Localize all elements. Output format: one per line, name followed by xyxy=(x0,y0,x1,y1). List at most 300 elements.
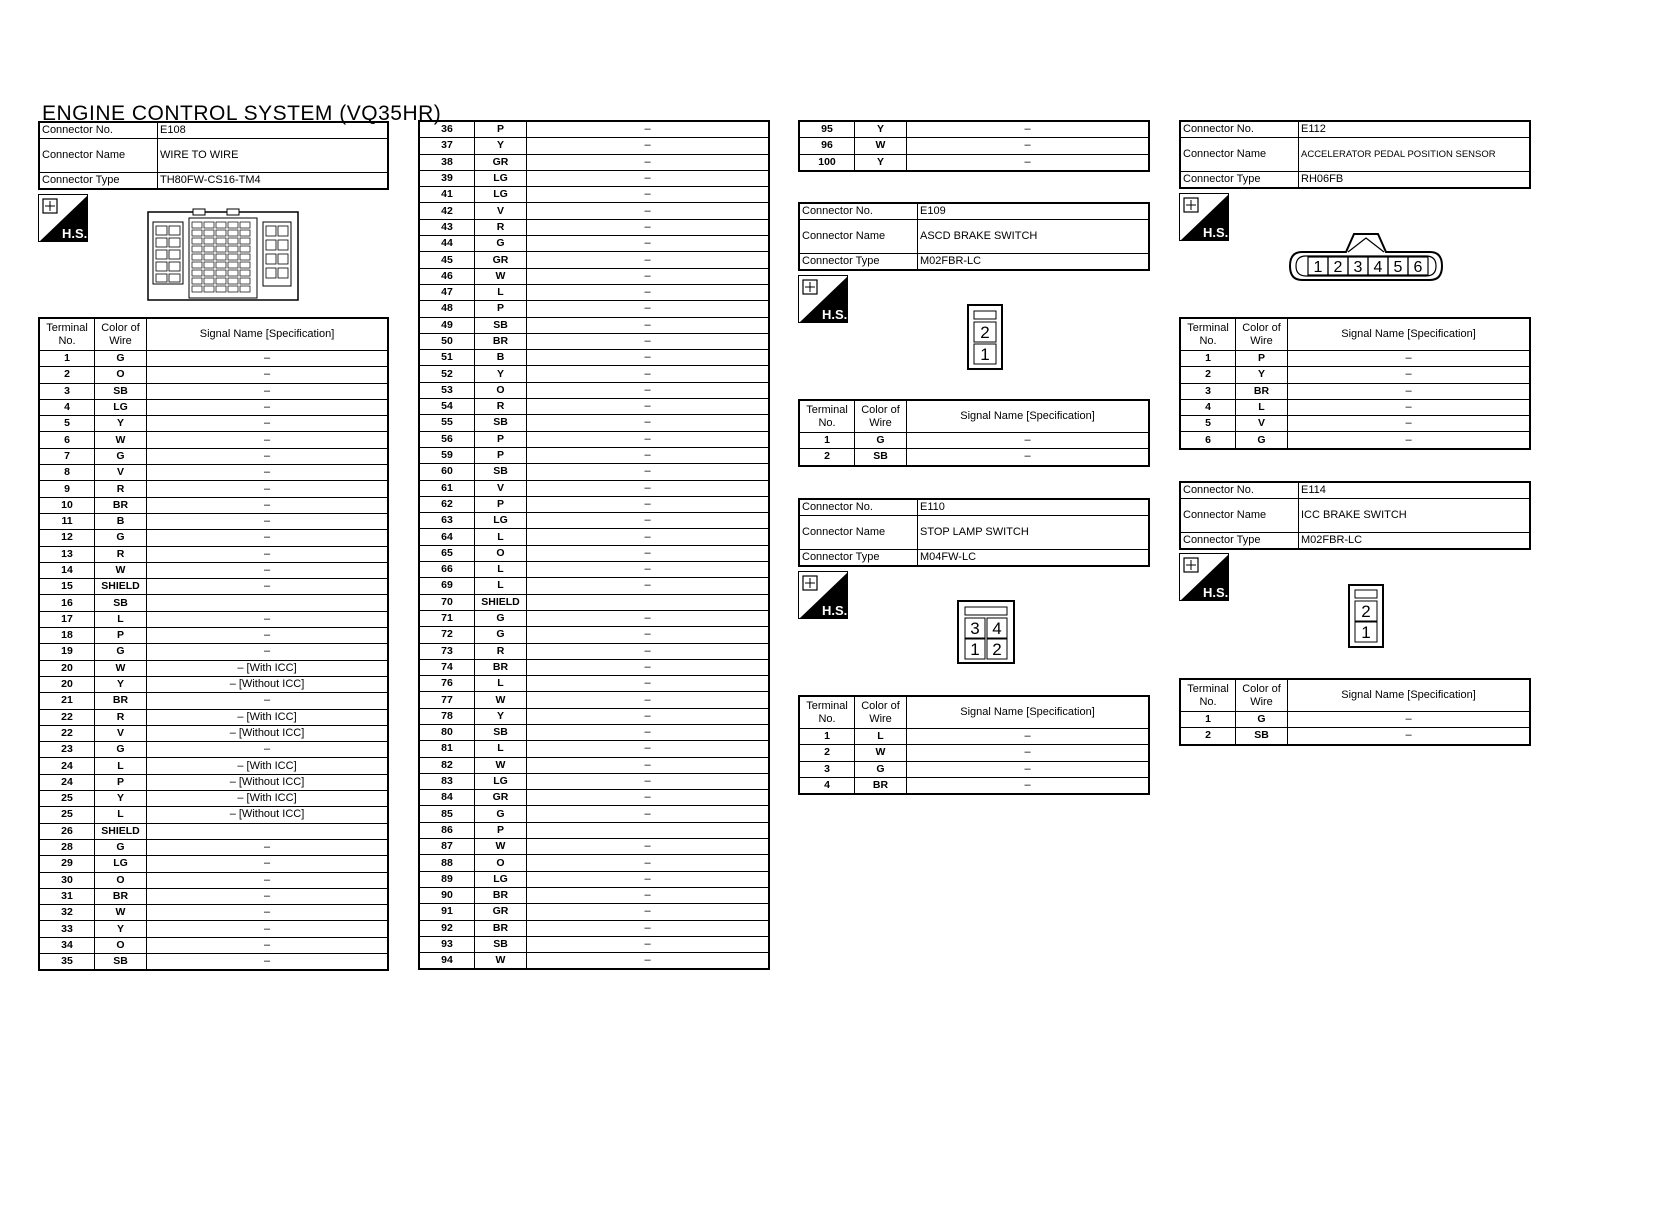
terminal-row xyxy=(39,791,388,807)
signal-name-cell: – xyxy=(527,268,770,284)
connector-no-label: Connector No. xyxy=(799,499,918,516)
wire-color-cell: LG xyxy=(95,856,147,872)
wire-color-cell: G xyxy=(855,761,907,777)
terminal-no-cell: 23 xyxy=(39,742,95,758)
terminal-no-cell: 6 xyxy=(1180,432,1236,449)
e108-terminal-table-3 xyxy=(798,120,1150,172)
terminal-row xyxy=(39,481,388,497)
terminal-row xyxy=(419,399,769,415)
wire-color-cell: R xyxy=(475,643,527,659)
terminal-row xyxy=(419,757,769,773)
signal-name-cell: – xyxy=(907,121,1150,138)
wire-color-cell: LG xyxy=(475,871,527,887)
terminal-no-cell: 96 xyxy=(799,138,855,154)
terminal-no-cell: 3 xyxy=(1180,383,1236,399)
terminal-no-cell: 5 xyxy=(1180,416,1236,432)
terminal-no-cell: 45 xyxy=(419,252,475,268)
signal-name-cell: – xyxy=(527,219,770,235)
signal-name-cell: – xyxy=(147,937,389,953)
signal-name-cell: – xyxy=(527,659,770,675)
terminal-row xyxy=(419,887,769,903)
wire-color-cell: LG xyxy=(475,170,527,186)
terminal-no-cell: 17 xyxy=(39,611,95,627)
signal-name-cell: – xyxy=(907,777,1150,794)
terminal-row xyxy=(419,790,769,806)
signal-name-cell: – xyxy=(527,415,770,431)
connector-name-value: ASCD BRAKE SWITCH xyxy=(918,220,1150,254)
terminal-row xyxy=(419,496,769,512)
signal-name-header: Signal Name [Specification] xyxy=(1288,318,1531,351)
e112-connector-face-diagram xyxy=(1288,228,1444,282)
terminal-no-cell: 92 xyxy=(419,920,475,936)
wire-color-cell: V xyxy=(1236,416,1288,432)
color-of-wire-header: Color of Wire xyxy=(855,400,907,433)
connector-name-label: Connector Name xyxy=(1180,138,1299,172)
terminal-row xyxy=(419,855,769,871)
terminal-row xyxy=(39,742,388,758)
wire-color-cell: W xyxy=(95,660,147,676)
wire-color-cell: L xyxy=(95,807,147,823)
terminal-row xyxy=(39,905,388,921)
wire-color-cell: GR xyxy=(475,252,527,268)
signal-name-cell: – xyxy=(907,433,1150,449)
pin-label: 1 xyxy=(980,345,990,364)
wire-color-cell: SB xyxy=(475,317,527,333)
signal-name-cell: – xyxy=(147,905,389,921)
wire-color-cell: SHIELD xyxy=(95,579,147,595)
terminal-no-cell: 6 xyxy=(39,432,95,448)
terminal-no-header: Terminal No. xyxy=(799,400,855,433)
wire-color-cell: G xyxy=(95,644,147,660)
terminal-row xyxy=(1180,432,1530,449)
signal-name-cell: – xyxy=(527,284,770,300)
signal-name-cell: – xyxy=(527,170,770,186)
signal-name-cell: – xyxy=(527,447,770,463)
e112-terminal-table xyxy=(1179,317,1531,450)
terminal-row xyxy=(419,121,769,138)
connector-type-label: Connector Type xyxy=(799,550,918,567)
terminal-row xyxy=(419,268,769,284)
terminal-no-cell: 88 xyxy=(419,855,475,871)
terminal-row xyxy=(419,904,769,920)
signal-name-cell: – xyxy=(527,741,770,757)
terminal-no-cell: 7 xyxy=(39,448,95,464)
signal-name-cell: – xyxy=(527,154,770,170)
terminal-row xyxy=(1180,383,1530,399)
signal-name-cell: – xyxy=(527,643,770,659)
wire-color-cell: BR xyxy=(95,693,147,709)
e108-terminal-table-2 xyxy=(418,120,770,970)
e112-info-box xyxy=(1179,120,1531,189)
wire-color-cell: Y xyxy=(475,366,527,382)
hs-badge-text: H.S. xyxy=(1203,585,1229,600)
terminal-no-header: Terminal No. xyxy=(39,318,95,351)
signal-name-cell: – xyxy=(147,644,389,660)
connector-no-label: Connector No. xyxy=(39,122,158,139)
terminal-no-cell: 2 xyxy=(39,367,95,383)
terminal-no-cell: 12 xyxy=(39,530,95,546)
terminal-row xyxy=(39,921,388,937)
terminal-no-cell: 33 xyxy=(39,921,95,937)
terminal-row xyxy=(39,595,388,611)
signal-name-cell: – xyxy=(527,676,770,692)
pin-label: 3 xyxy=(1353,259,1363,276)
terminal-row xyxy=(799,433,1149,449)
terminal-no-cell: 95 xyxy=(799,121,855,138)
terminal-no-cell: 25 xyxy=(39,807,95,823)
wire-color-cell: L xyxy=(475,529,527,545)
e110-terminal-table xyxy=(798,695,1150,795)
terminal-row xyxy=(39,953,388,970)
wire-color-cell: Y xyxy=(95,921,147,937)
signal-name-cell: – xyxy=(1288,399,1531,415)
wire-color-cell: SB xyxy=(95,953,147,970)
terminal-no-cell: 3 xyxy=(799,761,855,777)
wire-color-cell: L xyxy=(1236,399,1288,415)
wire-color-cell: G xyxy=(95,839,147,855)
e109-connector-face-diagram xyxy=(967,304,1003,370)
wire-color-cell: O xyxy=(95,937,147,953)
terminal-row xyxy=(419,350,769,366)
wire-color-cell: L xyxy=(95,758,147,774)
terminal-row xyxy=(419,219,769,235)
pin-label: 4 xyxy=(992,619,1002,638)
terminal-no-cell: 62 xyxy=(419,496,475,512)
connector-name-label: Connector Name xyxy=(799,516,918,550)
color-of-wire-header: Color of Wire xyxy=(1236,679,1288,712)
signal-name-cell: – xyxy=(907,761,1150,777)
terminal-no-cell: 24 xyxy=(39,758,95,774)
terminal-row xyxy=(799,777,1149,794)
signal-name-cell: – xyxy=(147,481,389,497)
wire-color-cell: V xyxy=(95,465,147,481)
terminal-row xyxy=(39,351,388,367)
terminal-no-cell: 73 xyxy=(419,643,475,659)
terminal-no-cell: 35 xyxy=(39,953,95,970)
signal-name-cell: – xyxy=(527,610,770,626)
connector-type-label: Connector Type xyxy=(39,173,158,190)
signal-name-cell: – xyxy=(147,351,389,367)
signal-name-header: Signal Name [Specification] xyxy=(147,318,389,351)
signal-name-cell: – xyxy=(147,562,389,578)
wire-color-cell: SB xyxy=(95,595,147,611)
signal-name-cell: – xyxy=(147,839,389,855)
signal-name-cell: – xyxy=(907,154,1150,171)
wire-color-cell: SB xyxy=(475,724,527,740)
hs-badge-text: H.S. xyxy=(822,603,848,618)
terminal-no-cell: 22 xyxy=(39,725,95,741)
wire-color-cell: SB xyxy=(1236,728,1288,745)
signal-name-cell: – xyxy=(1288,728,1531,745)
wire-color-cell: L xyxy=(95,611,147,627)
signal-name-cell: – xyxy=(527,724,770,740)
pin-label: 1 xyxy=(1313,259,1323,276)
connector-type-label: Connector Type xyxy=(1180,533,1299,550)
terminal-no-cell: 70 xyxy=(419,594,475,610)
wire-color-cell: G xyxy=(95,351,147,367)
signal-name-cell: – xyxy=(147,513,389,529)
signal-name-cell: – xyxy=(527,562,770,578)
terminal-row xyxy=(39,546,388,562)
terminal-no-cell: 4 xyxy=(39,399,95,415)
connector-type-value: M02FBR-LC xyxy=(1299,533,1531,550)
wire-color-cell: G xyxy=(95,742,147,758)
color-of-wire-header: Color of Wire xyxy=(855,696,907,729)
terminal-no-cell: 24 xyxy=(39,774,95,790)
wire-color-cell: W xyxy=(475,692,527,708)
wire-color-cell: P xyxy=(475,496,527,512)
wire-color-cell: G xyxy=(1236,432,1288,449)
signal-name-cell: – xyxy=(1288,416,1531,432)
e110-info-box xyxy=(798,498,1150,567)
e114-connector-face-diagram xyxy=(1348,584,1384,648)
signal-name-cell: – xyxy=(527,578,770,594)
terminal-no-cell: 78 xyxy=(419,708,475,724)
terminal-no-cell: 2 xyxy=(799,745,855,761)
signal-name-cell: – xyxy=(147,611,389,627)
terminal-no-cell: 81 xyxy=(419,741,475,757)
terminal-row xyxy=(39,676,388,692)
e108-terminal-table-1 xyxy=(38,317,389,971)
terminal-row xyxy=(39,416,388,432)
terminal-row xyxy=(419,773,769,789)
wire-color-cell: SHIELD xyxy=(95,823,147,839)
wire-color-cell: G xyxy=(475,610,527,626)
harness-side-icon xyxy=(38,194,88,242)
wire-color-cell: G xyxy=(95,448,147,464)
wire-color-cell: R xyxy=(475,219,527,235)
e114-info-box xyxy=(1179,481,1531,550)
wire-color-cell: R xyxy=(95,709,147,725)
terminal-row xyxy=(419,562,769,578)
pin-label: 5 xyxy=(1393,259,1403,276)
wire-color-cell: BR xyxy=(475,333,527,349)
wire-color-cell: V xyxy=(475,480,527,496)
wire-color-cell: W xyxy=(475,953,527,970)
pin-label: 1 xyxy=(1361,623,1371,642)
wire-color-cell: Y xyxy=(1236,367,1288,383)
signal-name-cell: – xyxy=(527,301,770,317)
signal-name-cell: – xyxy=(527,871,770,887)
terminal-no-cell: 13 xyxy=(39,546,95,562)
terminal-row xyxy=(419,822,769,838)
signal-name-cell: – xyxy=(527,333,770,349)
signal-name-cell: – xyxy=(527,920,770,936)
terminal-row xyxy=(419,659,769,675)
terminal-no-cell: 41 xyxy=(419,187,475,203)
wire-color-cell: G xyxy=(475,627,527,643)
wire-color-cell: P xyxy=(95,774,147,790)
signal-name-cell: – xyxy=(527,855,770,871)
terminal-row xyxy=(39,383,388,399)
wire-color-cell: SB xyxy=(95,383,147,399)
terminal-no-cell: 74 xyxy=(419,659,475,675)
signal-name-cell: – xyxy=(527,203,770,219)
signal-name-cell: – xyxy=(527,399,770,415)
terminal-no-cell: 20 xyxy=(39,676,95,692)
terminal-row xyxy=(419,464,769,480)
terminal-row xyxy=(39,758,388,774)
terminal-row xyxy=(39,839,388,855)
signal-name-cell: – [Without ICC] xyxy=(147,725,389,741)
signal-name-cell: – xyxy=(147,383,389,399)
terminal-no-cell: 9 xyxy=(39,481,95,497)
terminal-row xyxy=(419,333,769,349)
wire-color-cell: SB xyxy=(475,936,527,952)
terminal-row xyxy=(39,448,388,464)
terminal-row xyxy=(419,627,769,643)
pin-label: 6 xyxy=(1413,259,1423,276)
terminal-no-cell: 1 xyxy=(1180,351,1236,367)
signal-name-cell: – xyxy=(147,416,389,432)
wire-color-cell: V xyxy=(95,725,147,741)
signal-name-cell: – xyxy=(527,790,770,806)
terminal-row xyxy=(39,709,388,725)
terminal-row xyxy=(1180,728,1530,745)
terminal-no-cell: 51 xyxy=(419,350,475,366)
signal-name-cell: – xyxy=(527,757,770,773)
wire-color-cell: BR xyxy=(855,777,907,794)
terminal-row xyxy=(799,121,1149,138)
terminal-no-cell: 34 xyxy=(39,937,95,953)
terminal-no-cell: 90 xyxy=(419,887,475,903)
signal-name-cell: – xyxy=(527,187,770,203)
wire-color-cell: BR xyxy=(475,659,527,675)
wire-color-cell: W xyxy=(855,138,907,154)
signal-name-cell: – xyxy=(527,627,770,643)
terminal-no-cell: 84 xyxy=(419,790,475,806)
terminal-no-cell: 54 xyxy=(419,399,475,415)
wire-color-cell: SB xyxy=(475,415,527,431)
wire-color-cell: L xyxy=(475,741,527,757)
terminal-no-cell: 3 xyxy=(39,383,95,399)
signal-name-cell: – xyxy=(527,773,770,789)
terminal-no-cell: 16 xyxy=(39,595,95,611)
terminal-no-cell: 8 xyxy=(39,465,95,481)
terminal-row xyxy=(39,530,388,546)
wire-color-cell: G xyxy=(475,806,527,822)
signal-name-cell: – xyxy=(527,138,770,154)
wire-color-cell: R xyxy=(475,399,527,415)
signal-name-cell: – xyxy=(147,465,389,481)
terminal-row xyxy=(419,839,769,855)
terminal-no-header: Terminal No. xyxy=(1180,318,1236,351)
terminal-row xyxy=(419,529,769,545)
terminal-no-cell: 69 xyxy=(419,578,475,594)
terminal-row xyxy=(419,154,769,170)
connector-no-label: Connector No. xyxy=(799,203,918,220)
pin-label: 2 xyxy=(1333,259,1343,276)
terminal-row xyxy=(419,447,769,463)
terminal-no-cell: 63 xyxy=(419,513,475,529)
hs-badge-text: H.S. xyxy=(822,307,848,322)
terminal-row xyxy=(1180,712,1530,728)
wire-color-cell: Y xyxy=(855,154,907,171)
terminal-row xyxy=(799,729,1149,745)
terminal-no-header: Terminal No. xyxy=(1180,679,1236,712)
terminal-no-cell: 21 xyxy=(39,693,95,709)
terminal-row xyxy=(799,449,1149,466)
terminal-no-cell: 77 xyxy=(419,692,475,708)
terminal-no-cell: 4 xyxy=(1180,399,1236,415)
terminal-no-cell: 86 xyxy=(419,822,475,838)
wire-color-cell: P xyxy=(1236,351,1288,367)
terminal-no-cell: 2 xyxy=(1180,367,1236,383)
terminal-row xyxy=(419,513,769,529)
wire-color-cell: Y xyxy=(95,791,147,807)
connector-no-value: E112 xyxy=(1299,121,1531,138)
terminal-row xyxy=(1180,351,1530,367)
terminal-no-cell: 1 xyxy=(39,351,95,367)
terminal-no-cell: 52 xyxy=(419,366,475,382)
connector-type-value: TH80FW-CS16-TM4 xyxy=(158,173,389,190)
wire-color-cell: W xyxy=(475,757,527,773)
signal-name-cell: – xyxy=(147,448,389,464)
signal-name-cell: – xyxy=(907,449,1150,466)
wire-color-cell: R xyxy=(95,546,147,562)
terminal-row xyxy=(419,806,769,822)
terminal-row xyxy=(419,741,769,757)
signal-name-cell: – xyxy=(1288,712,1531,728)
terminal-no-cell: 42 xyxy=(419,203,475,219)
terminal-no-cell: 94 xyxy=(419,953,475,970)
connector-name-value: ICC BRAKE SWITCH xyxy=(1299,499,1531,533)
signal-name-cell xyxy=(527,594,770,610)
harness-side-icon xyxy=(1179,193,1229,241)
wire-color-cell: B xyxy=(95,513,147,529)
wire-color-cell: BR xyxy=(475,887,527,903)
terminal-no-cell: 25 xyxy=(39,791,95,807)
terminal-no-header: Terminal No. xyxy=(799,696,855,729)
wire-color-cell: P xyxy=(475,431,527,447)
terminal-no-cell: 20 xyxy=(39,660,95,676)
terminal-row xyxy=(39,823,388,839)
e108-info-box xyxy=(38,121,389,190)
connector-name-value: STOP LAMP SWITCH xyxy=(918,516,1150,550)
terminal-row xyxy=(39,497,388,513)
terminal-no-cell: 19 xyxy=(39,644,95,660)
terminal-row xyxy=(419,203,769,219)
terminal-row xyxy=(419,382,769,398)
signal-name-cell: – xyxy=(527,350,770,366)
e109-info-box xyxy=(798,202,1150,271)
wire-color-cell: P xyxy=(475,822,527,838)
terminal-no-cell: 53 xyxy=(419,382,475,398)
terminal-row xyxy=(419,643,769,659)
wire-color-cell: GR xyxy=(475,154,527,170)
hs-badge-text: H.S. xyxy=(1203,225,1229,240)
wire-color-cell: O xyxy=(475,855,527,871)
terminal-no-cell: 89 xyxy=(419,871,475,887)
terminal-row xyxy=(39,628,388,644)
terminal-no-cell: 91 xyxy=(419,904,475,920)
wire-color-cell: LG xyxy=(475,187,527,203)
harness-side-icon xyxy=(798,571,848,619)
terminal-no-cell: 80 xyxy=(419,724,475,740)
terminal-row xyxy=(419,317,769,333)
page-title: ENGINE CONTROL SYSTEM (VQ35HR) xyxy=(42,102,442,125)
signal-name-cell: – [With ICC] xyxy=(147,791,389,807)
terminal-row xyxy=(39,432,388,448)
wire-color-cell: L xyxy=(475,578,527,594)
terminal-row xyxy=(419,236,769,252)
wire-color-cell: W xyxy=(95,562,147,578)
wire-color-cell: R xyxy=(95,481,147,497)
terminal-row xyxy=(419,301,769,317)
wire-color-cell: W xyxy=(855,745,907,761)
terminal-row xyxy=(419,187,769,203)
terminal-no-cell: 5 xyxy=(39,416,95,432)
